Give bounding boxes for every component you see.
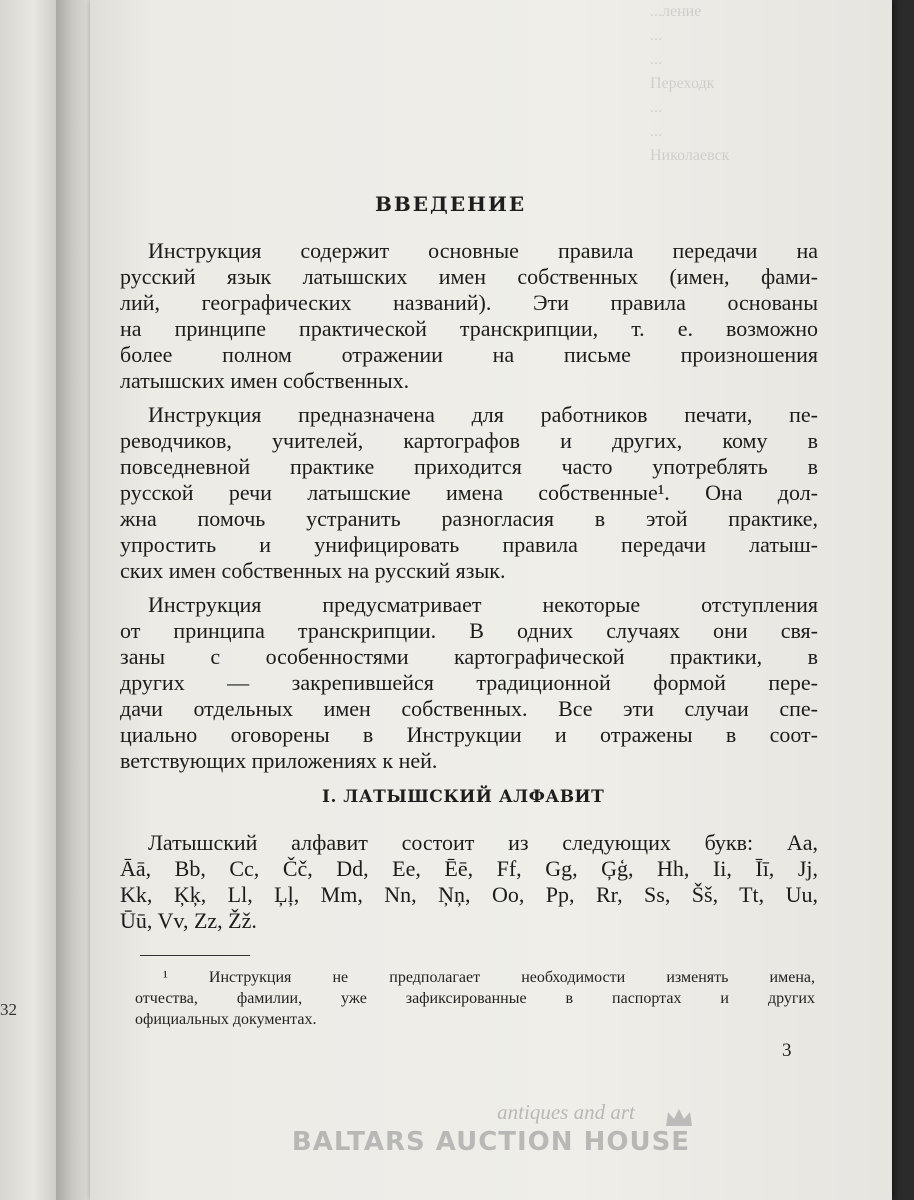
text-line: других — закрепившейся традиционной формой пере- — [120, 670, 818, 695]
intro-text — [120, 238, 818, 782]
footnote-line: официальных документах. — [135, 1011, 317, 1028]
text-line: лий, географических названий). Эти правила основаны — [120, 290, 818, 315]
intro-paragraph — [120, 592, 818, 774]
footnote-divider — [140, 955, 250, 956]
text-line: русской речи латышские имена собственные¹. Она дол- — [120, 480, 818, 505]
alphabet-line: Ūū, Vv, Zz, Žž. — [120, 908, 257, 933]
text-line: жна помочь устранить разногласия в этой практике, — [120, 506, 818, 531]
text-line: ских имен собственных на русский язык. — [120, 558, 506, 583]
text-line: заны с особенностями картографической практики, в — [120, 644, 818, 669]
bleed-through-line: ... — [650, 99, 662, 116]
bleed-through-line: ... — [650, 51, 662, 68]
left-page-number: 32 — [0, 1000, 17, 1019]
intro-paragraph — [120, 402, 818, 584]
bleed-through-line: ...ление — [650, 3, 702, 20]
alphabet-paragraph — [120, 830, 818, 934]
footnote-line: отчества, фамилии, уже зафиксированные в паспортах и других — [135, 990, 815, 1007]
watermark — [90, 1100, 892, 1157]
bleed-through-line: ... — [650, 123, 662, 140]
text-line: русский язык латышских имен собственных (имен, фами- — [120, 264, 818, 289]
text-line: циально оговорены в Инструкции и отражены в соот- — [120, 722, 818, 747]
footnote-line: ¹ Инструкция не предполагает необходимости изменять имена, — [163, 969, 815, 986]
crown-icon — [664, 1106, 694, 1130]
page-heading: ВВЕДЕНИЕ — [375, 192, 527, 216]
text-line: упростить и унифицировать правила передачи латыш- — [120, 532, 818, 557]
text-line: повседневной практике приходится часто употреблять в — [120, 454, 818, 479]
footnote — [135, 967, 815, 1030]
text-line: дачи отдельных имен собственных. Все эти случаи спе- — [120, 696, 818, 721]
alphabet-line: Латышский алфавит состоит из следующих букв: Aa, — [148, 830, 818, 855]
page-number: 3 — [782, 1040, 792, 1061]
watermark-tagline: antiques and art — [497, 1100, 635, 1124]
text-line: на принципе практической транскрипции, т. е. возможно — [120, 316, 818, 341]
text-line: от принципа транскрипции. В одних случаях они свя- — [120, 618, 818, 643]
text-line: Инструкция содержит основные правила передачи на — [148, 238, 818, 263]
text-line: латышских имен собственных. — [120, 368, 410, 393]
section-title: I. ЛАТЫШСКИЙ АЛФАВИТ — [322, 787, 605, 807]
left-page-edge — [0, 0, 56, 1200]
alphabet-line: Āā, Bb, Cc, Čč, Dd, Ee, Ēē, Ff, Gg, Ģģ, Hh, Ii, Īī, Jj, — [120, 856, 818, 881]
bleed-through-line: ... — [650, 27, 662, 44]
alphabet-line: Kk, Ķķ, Ll, Ļļ, Mm, Nn, Ņņ, Oo, Pp, Rr, Ss, Šš, Tt, Uu, — [120, 882, 818, 907]
text-line: Инструкция предусматривает некоторые отступления — [148, 592, 818, 617]
book-page — [90, 0, 892, 1200]
bleed-through-line: Переходк — [650, 75, 715, 92]
text-line: реводчиков, учителей, картографов и других, кому в — [120, 428, 818, 453]
bleed-through-text — [650, 0, 890, 170]
text-line: более полном отражении на письме произношения — [120, 342, 818, 367]
bleed-through-line: Николаевск — [650, 147, 730, 164]
watermark-name: BALTARS AUCTION HOUSE — [291, 1127, 691, 1157]
text-line: ветствующих приложениях к ней. — [120, 748, 438, 773]
intro-paragraph — [120, 238, 818, 394]
text-line: Инструкция предназначена для работников печати, пе- — [148, 402, 818, 427]
